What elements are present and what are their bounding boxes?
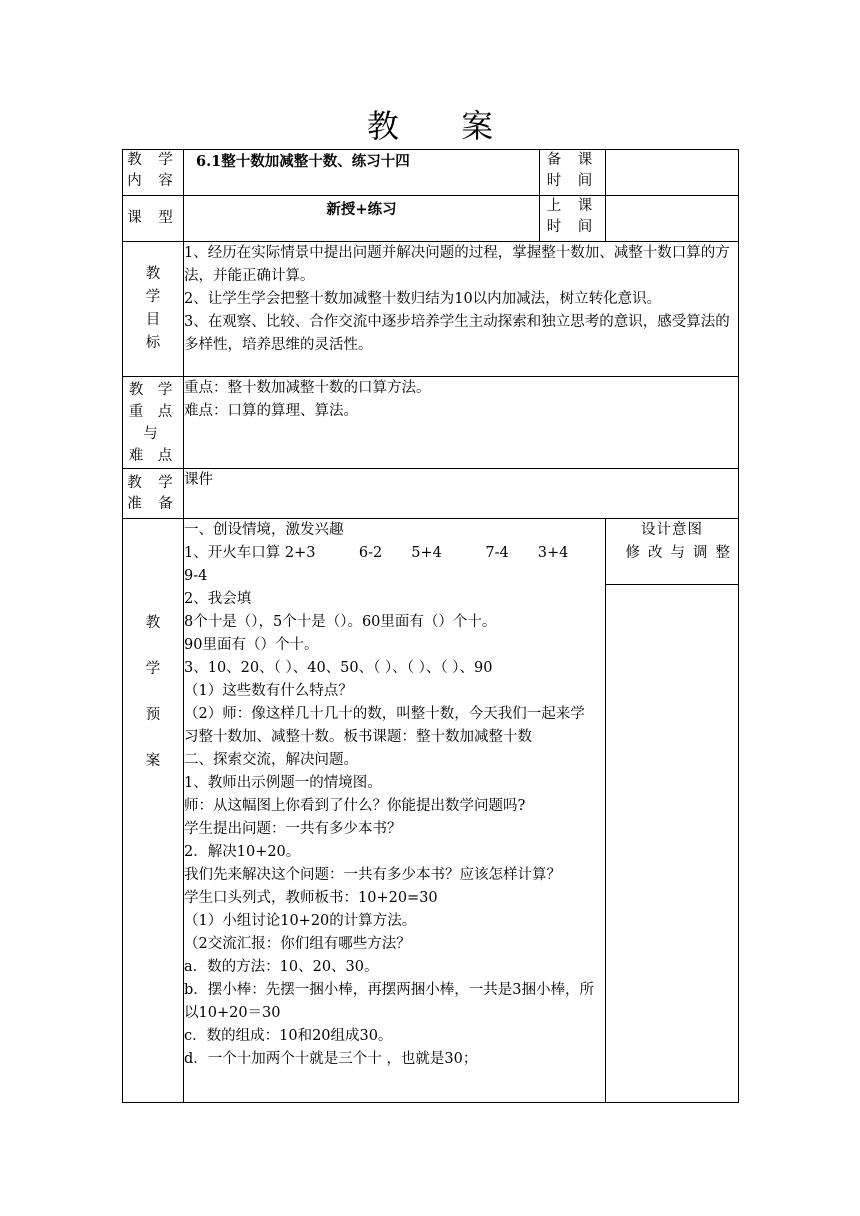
label-plan: 教 学 预 案 [123,519,184,1103]
prep-time-value [606,150,739,196]
lesson-plan-table [122,149,739,1103]
row-teaching-content [123,150,739,196]
key-point-line: 难点：口算的算理、算法。 [184,403,358,419]
plan-line: 90里面有（）个十。 [184,637,319,653]
objective-line: 1、经历在实际情景中提出问题并解决问题的过程，掌握整十数加、减整十数口算的方法，并能正确计算。 [184,245,730,284]
row-lesson-type [123,196,739,242]
plan-line: （1）这些数有什么特点？ [184,683,353,699]
label-objectives: 教 学 目 标 [123,242,184,377]
plan-line: 2、我会填 [184,591,252,607]
plan-line: 一、创设情境，激发兴趣 [184,522,344,538]
label-teaching-content: 教 学 内 容 [123,150,184,196]
class-time-value [606,196,739,242]
plan-line: b．摆小棒：先摆一捆小棒，再摆两捆小棒，一共是3捆小棒，所以10+20＝30 [184,982,595,1021]
row-objectives [123,242,739,377]
plan-line: 1、教师出示例题一的情境图。 [184,775,382,791]
plan-line: 3、10、20、（ ）、40、50、（ ）、（ ）、（ ）、90 [184,660,493,676]
plan-line: 二、探索交流，解决问题。 [184,752,358,768]
plan-line: 1、开火车口算 2+3 6-2 5+4 7-4 3+4 9-4 [184,545,598,584]
plan-line: c．数的组成：10和20组成30。 [184,1028,393,1044]
key-points-content [184,377,739,469]
label-class-time: 上 课 时 间 [540,196,606,242]
plan-line: 学生口头列式，教师板书：10+20=30 [184,890,438,906]
row-plan [123,519,739,585]
label-preparation: 教 学 准 备 [123,469,184,519]
plan-line: 师：从这幅图上你看到了什么？你能提出数学问题吗? [184,798,526,814]
plan-line: （1）小组讨论10+20的计算方法。 [184,913,417,929]
plan-content [184,519,606,1103]
objectives-content [184,242,739,377]
teaching-content-value: 6.1整十数加减整十数、练习十四 [184,150,540,196]
plan-line: 学生提出问题：一共有多少本书？ [184,821,402,837]
design-note-body [606,585,739,1103]
preparation-value: 课件 [184,469,739,519]
plan-line: 2．解决10+20。 [184,844,301,860]
plan-line: 8个十是（），5个十是（）。60里面有（）个十。 [184,614,497,630]
row-preparation [123,469,739,519]
plan-line: （2）师：像这样几十几十的数，叫整十数，今天我们一起来学习整十数加、减整十数。板书课题：整十数加减整十数 [184,706,585,745]
label-lesson-type: 课 型 [123,196,184,242]
label-prep-time: 备 课 时 间 [540,150,606,196]
objective-line: 3、在观察、比较、合作交流中逐步培养学生主动探索和独立思考的意识，感受算法的多样性，培养思维的灵活性。 [184,314,730,353]
row-key-points [123,377,739,469]
key-point-line: 重点：整十数加减整十数的口算方法。 [184,380,431,396]
page-title: 教 案 [366,107,520,145]
design-note-header: 设计意图 修改与调整 [606,519,739,585]
plan-line: a．数的方法：10、20、30。 [184,959,379,975]
label-key-points: 教 学 重 点 与 难 点 [123,377,184,469]
lesson-type-value: 新授+练习 [184,196,540,242]
plan-line: d．一个十加两个十就是三个十 ，也就是30； [184,1051,478,1067]
plan-line: （2交流汇报：你们组有哪些方法？ [184,936,411,952]
plan-line: 我们先来解决这个问题：一共有多少本书？应该怎样计算？ [184,867,561,883]
objective-line: 2、让学生学会把整十数加减整十数归结为10以内加减法，树立转化意识。 [184,291,662,307]
